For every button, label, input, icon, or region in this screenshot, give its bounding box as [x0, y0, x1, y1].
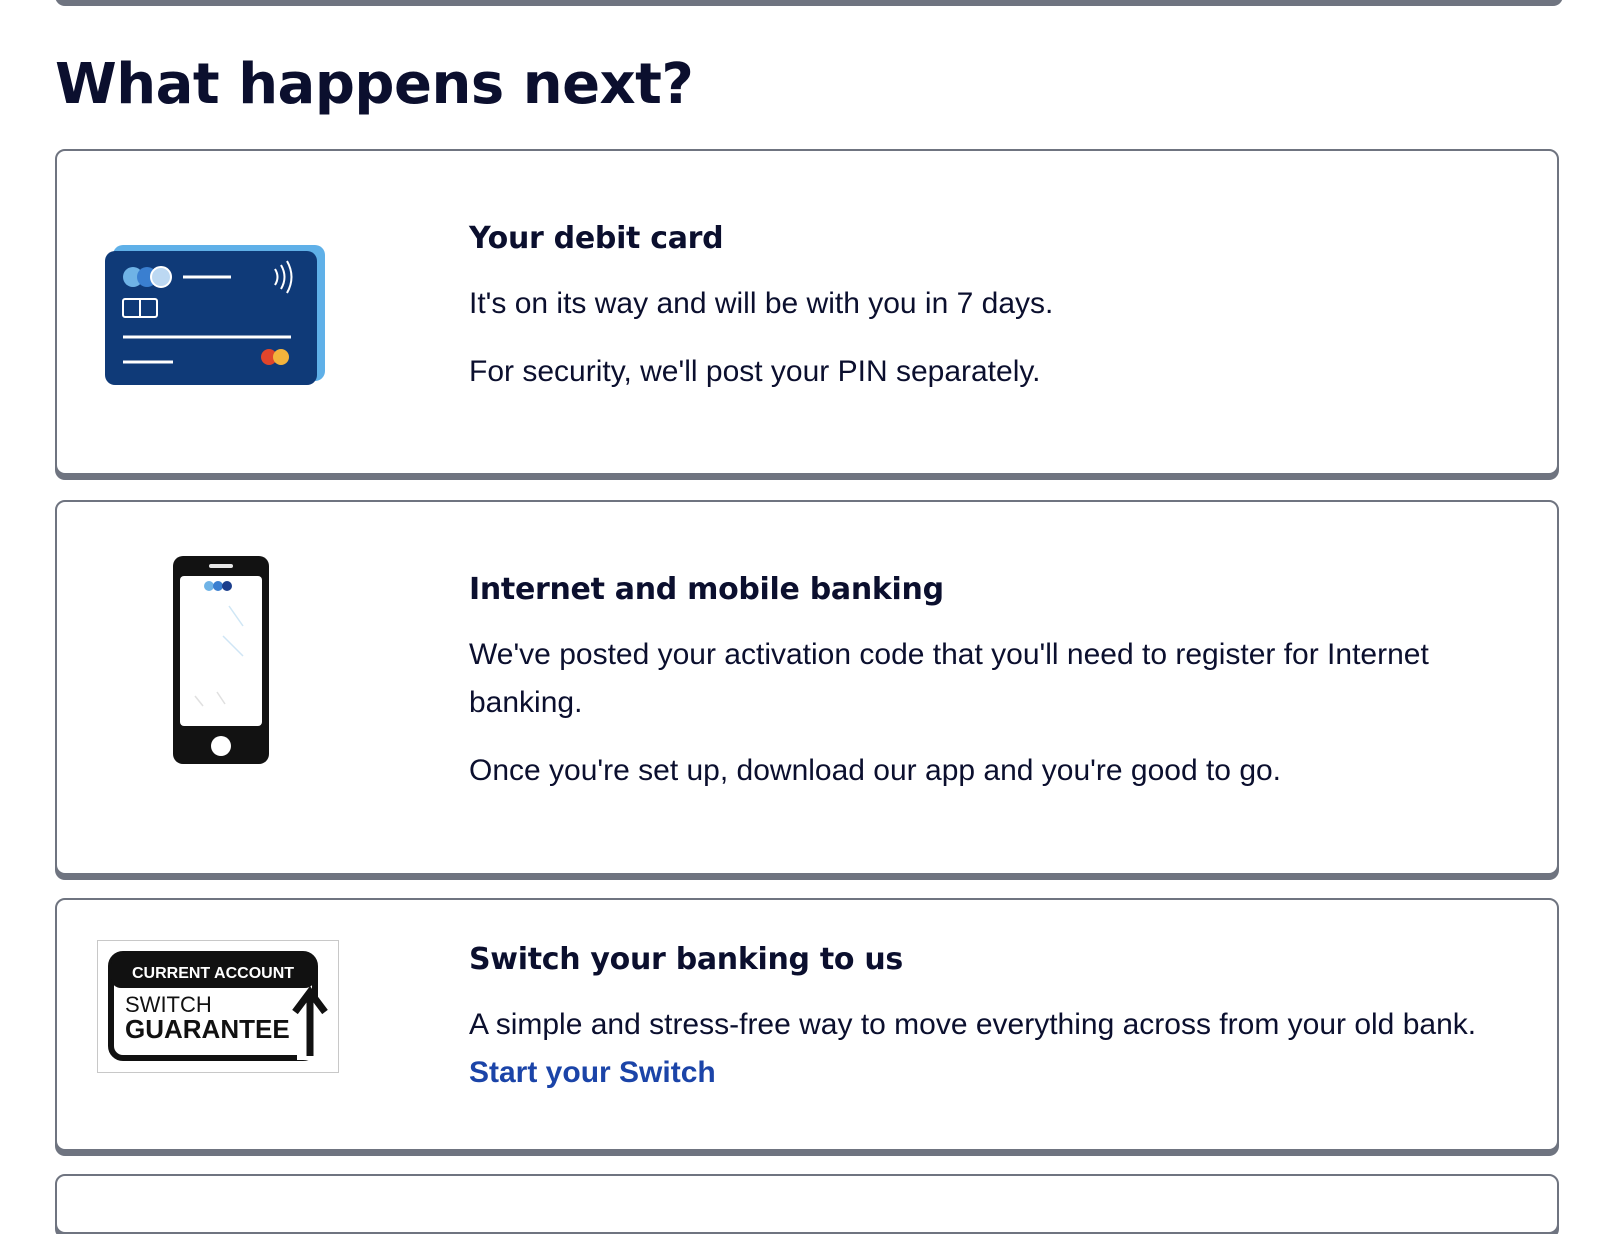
- switch-banking-panel: [55, 898, 1559, 1151]
- card-text: For security, we'll post your PIN separately.: [469, 355, 1041, 388]
- card-text: We've posted your activation code that you'll need to register for Internet banking.: [469, 638, 1429, 719]
- card-text: It's on its way and will be with you in 7 days.: [469, 287, 1054, 320]
- card-text: A simple and stress-free way to move everything across from your old bank. Start your Switch: [469, 1008, 1477, 1089]
- mobile-banking-panel: [55, 500, 1559, 875]
- debit-card-icon: [105, 243, 329, 390]
- svg-text:SWITCH: SWITCH: [125, 992, 212, 1017]
- card-title: Your debit card: [469, 221, 724, 256]
- previous-card-edge: [55, 0, 1563, 2]
- start-switch-link[interactable]: Start your Switch: [469, 1056, 716, 1089]
- card-title: Internet and mobile banking: [469, 572, 944, 607]
- card-title: Switch your banking to us: [469, 942, 903, 977]
- svg-text:CURRENT ACCOUNT: CURRENT ACCOUNT: [131, 965, 295, 982]
- svg-text:GUARANTEE: GUARANTEE: [125, 1014, 290, 1044]
- card-text: Once you're set up, download our app and you're good to go.: [469, 754, 1282, 787]
- next-card-panel: [55, 1174, 1559, 1234]
- page-title: What happens next?: [55, 52, 694, 117]
- debit-card-panel: [55, 149, 1559, 475]
- mobile-phone-icon: [173, 556, 269, 769]
- switch-guarantee-logo: [97, 940, 339, 1078]
